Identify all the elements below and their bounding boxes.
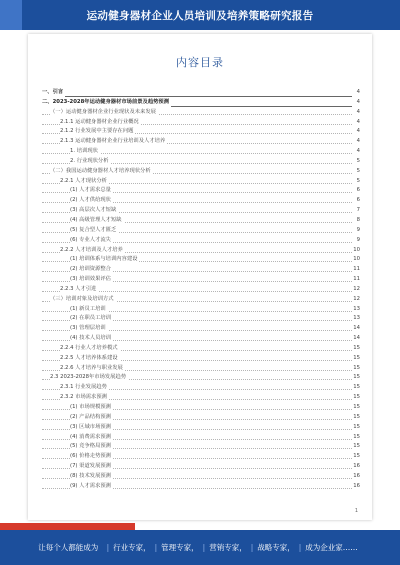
toc-entry[interactable] bbox=[42, 216, 360, 226]
toc-entry-page: 9 bbox=[356, 236, 360, 243]
toc-entry[interactable] bbox=[42, 255, 360, 265]
toc-entry-text: (3) 区域市场预测 bbox=[70, 423, 113, 433]
toc-entry[interactable] bbox=[42, 265, 360, 275]
toc-entry-page: 16 bbox=[353, 472, 360, 479]
toc-entry-text: 2.1.3 运动健身器材企业行业培训及人才培养 bbox=[60, 137, 167, 147]
toc-entry-page: 15 bbox=[353, 413, 360, 420]
toc-entry-text: (3) 管理层培训 bbox=[70, 324, 108, 334]
toc-entry[interactable] bbox=[42, 344, 360, 354]
toc-entry-text: 2.2.3 人才引进 bbox=[60, 285, 98, 295]
toc-entry-page: 15 bbox=[353, 344, 360, 351]
toc-entry-text: (4) 技术人员培训 bbox=[70, 334, 113, 344]
toc-entry-text: 一、引言 bbox=[42, 88, 65, 98]
toc-entry-page: 12 bbox=[353, 285, 360, 292]
toc-entry[interactable] bbox=[42, 364, 360, 374]
toc-entry-text: 2.3 2023-2028年市场发展趋势 bbox=[50, 373, 128, 383]
toc-entry-text: 2. 行业现状分析 bbox=[70, 157, 111, 167]
toc-entry-page: 15 bbox=[353, 423, 360, 430]
toc-entry-text: (5) 复合型人才匮乏 bbox=[70, 226, 118, 236]
toc-entry[interactable] bbox=[42, 98, 360, 108]
toc-entry[interactable] bbox=[42, 472, 360, 482]
footer-item: 管理专家， bbox=[161, 543, 199, 552]
toc-entry-page: 10 bbox=[353, 246, 360, 253]
toc-entry-page: 4 bbox=[356, 108, 360, 115]
toc-entry-page: 5 bbox=[356, 177, 360, 184]
toc-entry-page: 13 bbox=[353, 315, 360, 322]
report-header bbox=[0, 0, 400, 30]
toc-entry-text: 2.2.4 行业人才培养模式 bbox=[60, 344, 120, 354]
toc-entry-text: （一）运动健身器材企业行业现状及未来发展 bbox=[50, 108, 158, 118]
toc-entry-text: 2.2.1 人才现状分析 bbox=[60, 177, 109, 187]
toc-entry[interactable] bbox=[42, 137, 360, 147]
toc-entry-page: 7 bbox=[356, 207, 360, 214]
toc-entry-page: 10 bbox=[353, 256, 360, 263]
toc-entry-text: 2.2.5 人才培养体系建设 bbox=[60, 354, 120, 364]
footer-item: 成为企业家…… bbox=[305, 543, 358, 552]
toc-entry[interactable] bbox=[42, 334, 360, 344]
toc-entry[interactable] bbox=[42, 108, 360, 118]
toc-entry-text: 2.2.2 人才培训及人才培养 bbox=[60, 246, 125, 256]
table-of-contents bbox=[42, 88, 360, 492]
toc-entry-text: (3) 培训效果评估 bbox=[70, 275, 113, 285]
toc-entry-text: (2) 产品结构预测 bbox=[70, 413, 113, 423]
toc-entry-text: (9) 人才需求预测 bbox=[70, 482, 113, 492]
toc-entry-page: 16 bbox=[353, 463, 360, 470]
toc-entry-text: (4) 消费需求预测 bbox=[70, 433, 113, 443]
toc-entry-text: (2) 在职员工培训 bbox=[70, 314, 113, 324]
toc-entry[interactable] bbox=[42, 482, 360, 492]
toc-entry[interactable] bbox=[42, 118, 360, 128]
toc-entry[interactable] bbox=[42, 462, 360, 472]
toc-entry[interactable] bbox=[42, 157, 360, 167]
toc-entry-page: 14 bbox=[353, 335, 360, 342]
toc-entry-page: 4 bbox=[356, 118, 360, 125]
toc-entry[interactable] bbox=[42, 442, 360, 452]
toc-entry-page: 5 bbox=[356, 157, 360, 164]
toc-heading: 内容目录 bbox=[176, 56, 224, 69]
toc-entry[interactable] bbox=[42, 305, 360, 315]
toc-entry-page: 12 bbox=[353, 295, 360, 302]
toc-entry-text: (7) 渠道发展预测 bbox=[70, 462, 113, 472]
footer-slogan bbox=[0, 542, 400, 553]
toc-entry-page: 15 bbox=[353, 443, 360, 450]
toc-entry-text: 2.3.2 市场需求预测 bbox=[60, 393, 109, 403]
toc-entry-text: (6) 专业人才流失 bbox=[70, 236, 113, 246]
toc-entry[interactable] bbox=[42, 314, 360, 324]
toc-entry-page: 5 bbox=[356, 167, 360, 174]
toc-entry-text: 2.2.6 人才培养与职业发展 bbox=[60, 364, 125, 374]
footer-accent-bar bbox=[0, 523, 135, 530]
toc-entry[interactable] bbox=[42, 147, 360, 157]
toc-entry-page: 8 bbox=[356, 216, 360, 223]
toc-entry[interactable] bbox=[42, 246, 360, 256]
report-footer bbox=[0, 530, 400, 565]
toc-entry[interactable] bbox=[42, 393, 360, 403]
toc-entry-page: 15 bbox=[353, 394, 360, 401]
toc-entry-text: 二、2023-2028年运动健身器材市场前景及趋势预测 bbox=[42, 98, 171, 108]
toc-entry[interactable] bbox=[42, 373, 360, 383]
toc-entry-page: 9 bbox=[356, 226, 360, 233]
toc-entry[interactable] bbox=[42, 423, 360, 433]
toc-entry[interactable] bbox=[42, 433, 360, 443]
toc-entry[interactable] bbox=[42, 324, 360, 334]
toc-entry-text: (2) 人才供给现状 bbox=[70, 196, 113, 206]
toc-entry-page: 15 bbox=[353, 364, 360, 371]
toc-entry-page: 14 bbox=[353, 325, 360, 332]
toc-entry-page: 11 bbox=[353, 276, 360, 283]
toc-entry[interactable] bbox=[42, 226, 360, 236]
toc-entry-page: 16 bbox=[353, 482, 360, 489]
toc-entry-page: 6 bbox=[356, 197, 360, 204]
toc-entry[interactable] bbox=[42, 88, 360, 98]
toc-entry-page: 11 bbox=[353, 266, 360, 273]
toc-entry[interactable] bbox=[42, 413, 360, 423]
toc-entry-page: 15 bbox=[353, 453, 360, 460]
toc-entry-text: 1. 培训现状 bbox=[70, 147, 100, 157]
toc-entry-text: (2) 培训资源整合 bbox=[70, 265, 113, 275]
toc-entry[interactable] bbox=[42, 167, 360, 177]
toc-entry[interactable] bbox=[42, 452, 360, 462]
toc-entry[interactable] bbox=[42, 196, 360, 206]
toc-entry-text: (3) 高层次人才短缺 bbox=[70, 206, 118, 216]
toc-entry-text: 2.3.1 行业发展趋势 bbox=[60, 383, 109, 393]
footer-lead: 让每个人都能成为 bbox=[38, 543, 99, 552]
toc-entry-page: 6 bbox=[356, 187, 360, 194]
toc-entry-text: （三）培训对象及培训方式 bbox=[50, 295, 116, 305]
toc-entry-text: (8) 技术发展预测 bbox=[70, 472, 113, 482]
toc-entry-page: 15 bbox=[353, 384, 360, 391]
toc-entry-page: 4 bbox=[356, 128, 360, 135]
toc-entry-text: (1) 人才需求总量 bbox=[70, 186, 113, 196]
document-page bbox=[28, 34, 372, 520]
footer-separator: | bbox=[202, 543, 206, 552]
toc-entry[interactable] bbox=[42, 177, 360, 187]
toc-leader-dots bbox=[42, 96, 352, 97]
toc-entry-text: (4) 高级管理人才短缺 bbox=[70, 216, 124, 226]
toc-entry-text: 2.1.1 运动健身器材企业行业概况 bbox=[60, 118, 141, 128]
toc-entry[interactable] bbox=[42, 285, 360, 295]
toc-entry-text: (1) 新员工培训 bbox=[70, 305, 108, 315]
toc-entry-page: 4 bbox=[356, 138, 360, 145]
toc-entry-page: 4 bbox=[356, 148, 360, 155]
footer-item: 行业专家， bbox=[113, 543, 151, 552]
toc-entry-page: 15 bbox=[353, 354, 360, 361]
page-number: 1 bbox=[354, 508, 358, 514]
toc-entry-text: (1) 培训体系与培训内容建设 bbox=[70, 255, 139, 265]
toc-entry-text: (6) 价格走势预测 bbox=[70, 452, 113, 462]
report-title: 运动健身器材企业人员培训及培养策略研究报告 bbox=[86, 10, 314, 22]
toc-entry-text: (5) 竞争格局预测 bbox=[70, 442, 113, 452]
toc-entry-text: (1) 市场规模预测 bbox=[70, 403, 113, 413]
toc-entry-page: 4 bbox=[356, 98, 360, 105]
footer-separator: | bbox=[298, 543, 302, 552]
footer-item: 营销专家， bbox=[209, 543, 247, 552]
toc-entry[interactable] bbox=[42, 206, 360, 216]
toc-entry[interactable] bbox=[42, 275, 360, 285]
toc-entry[interactable] bbox=[42, 403, 360, 413]
footer-item: 战略专家， bbox=[257, 543, 295, 552]
toc-entry[interactable] bbox=[42, 295, 360, 305]
toc-entry-page: 15 bbox=[353, 404, 360, 410]
toc-entry[interactable] bbox=[42, 383, 360, 393]
footer-separator: | bbox=[106, 543, 110, 552]
toc-entry[interactable] bbox=[42, 354, 360, 364]
toc-entry-page: 15 bbox=[353, 374, 360, 381]
toc-entry[interactable] bbox=[42, 127, 360, 137]
toc-entry-page: 15 bbox=[353, 433, 360, 440]
toc-entry-text: （二）我国运动健身器材人才培养现状分析 bbox=[50, 167, 153, 177]
toc-entry-page: 4 bbox=[356, 89, 360, 95]
footer-separator: | bbox=[250, 543, 254, 552]
footer-separator: | bbox=[154, 543, 158, 552]
toc-entry[interactable] bbox=[42, 186, 360, 196]
toc-entry-text: 2.1.2 行业发展中主要存在问题 bbox=[60, 127, 135, 137]
toc-entry-page: 13 bbox=[353, 305, 360, 312]
toc-entry[interactable] bbox=[42, 236, 360, 246]
